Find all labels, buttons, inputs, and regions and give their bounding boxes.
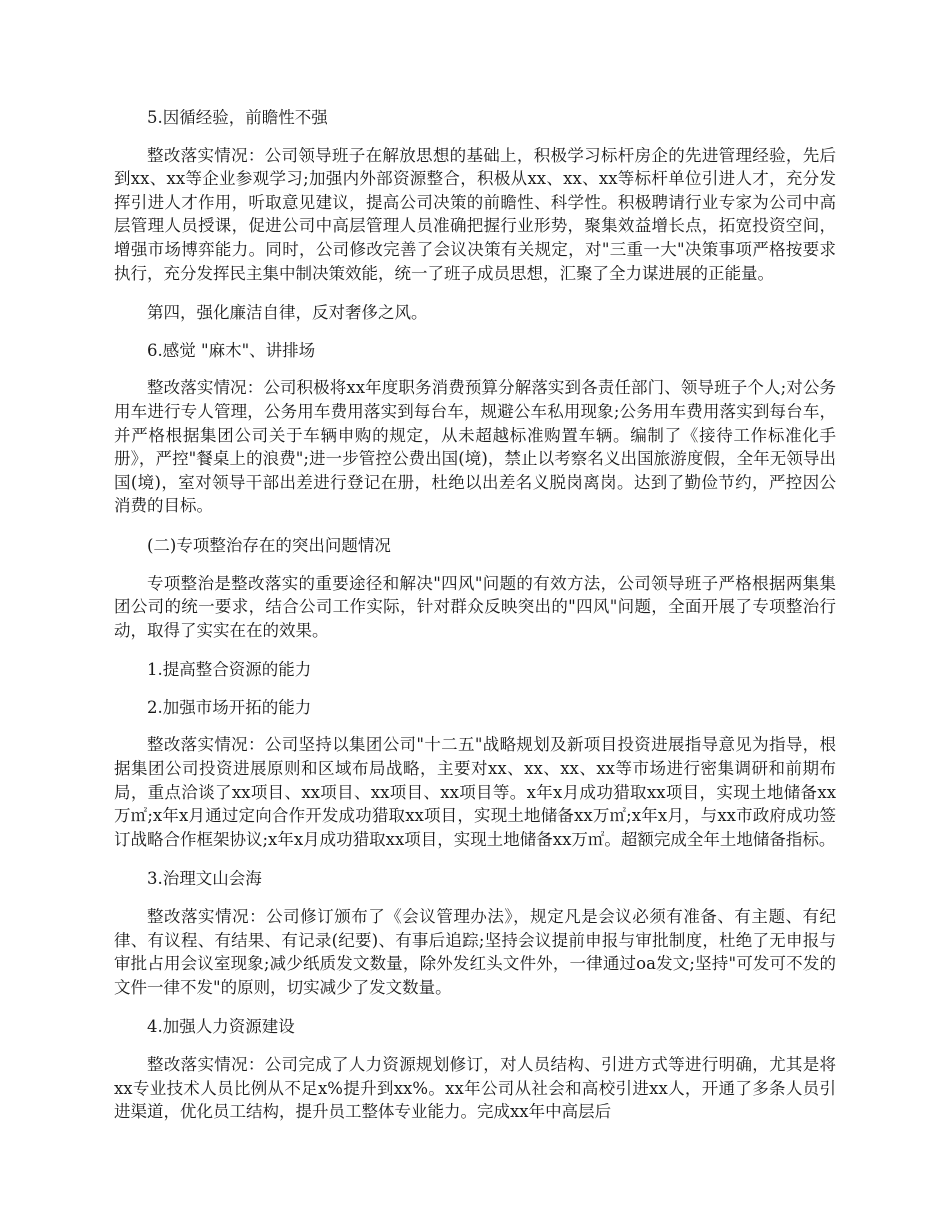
section-heading: 6.感觉 "麻木"、讲排场 (147, 340, 316, 360)
section-heading: 4.加强人力资源建设 (147, 1017, 295, 1037)
paragraph: 专项整治是整改落实的重要途径和解决"四风"问题的有效方法，公司领导班子严格根据两集集团公司的统一要求，结合公司工作实际，针对群众反映突出的"四风"问题，全面开展了专项整治行动，取得了实实在在的效果。 (114, 573, 836, 640)
paragraph: 整改落实情况：公司积极将xx年度职务消费预算分解落实到各责任部门、领导班子个人;对公务用车进行专人管理，公务用车费用落实到每台车，规避公车私用现象;公务用车费用落实到每台车，并严格根据集团公司关于车辆申购的规定，从未超越标准购置车辆。编制了《接待工作标准化手册》，严控"餐桌上的浪费";进一步管控公费出国(境)，禁止以考察名义出国旅游度假，全年无领导出国(境)，室对领导干部出差进行登记在册，杜绝以出差名义脱岗离岗。达到了勤俭节约，严控因公消费的目标。 (114, 378, 836, 516)
section-heading: 第四，强化廉洁自律，反对奢侈之风。 (147, 303, 428, 323)
section-heading: 5.因循经验，前瞻性不强 (147, 108, 328, 127)
paragraph: 整改落实情况：公司完成了人力资源规划修订，对人员结构、引进方式等进行明确，尤其是将xx专业技术人员比例从不足x%提升到xx%。xx年公司从社会和高校引进xx人，开通了多条人员引进渠道，优化员工结构，提升员工整体专业能力。完成xx年中高层后 (114, 1055, 836, 1122)
section-heading: 1.提高整合资源的能力 (147, 660, 312, 680)
section-heading: (二)专项整治存在的突出问题情况 (147, 535, 391, 555)
paragraph: 整改落实情况：公司领导班子在解放思想的基础上，积极学习标杆房企的先进管理经验，先后到xx、xx等企业参观学习;加强内外部资源整合，积极从xx、xx、xx等标杆单位引进人才，充分发挥引进人才作用，听取意见建议，提高公司决策的前瞻性、科学性。积极聘请行业专家为公司中高层管理人员授课，促进公司中高层管理人员准确把握行业形势，聚集效益增长点，拓宽投资空间，增强市场博弈能力。同时，公司修改完善了会议决策有关规定，对"三重一大"决策事项严格按要求执行，充分发挥民主集中制决策效能，统一了班子成员思想，汇聚了全力谋进展的正能量。 (114, 145, 836, 283)
paragraph: 整改落实情况：公司坚持以集团公司"十二五"战略规划及新项目投资进展指导意见为指导，根据集团公司投资进展原则和区域布局战略，主要对xx、xx、xx、xx等市场进行密集调研和前期布局，重点洽谈了xx项目、xx项目、xx项目、xx项目等。x年x月成功猎取xx项目，实现土地储备xx万㎡;x年x月通过定向合作开发成功猎取xx项目，实现土地储备xx万㎡;x年x月，与xx市政府成功签订战略合作框架协议;x年x月成功猎取xx项目，实现土地储备xx万㎡。超额完成全年土地储备指标。 (114, 735, 836, 849)
document-page (114, 106, 836, 1140)
paragraph: 整改落实情况：公司修订颁布了《会议管理办法》，规定凡是会议必须有准备、有主题、有纪律、有议程、有结果、有记录(纪要)、有事后追踪;坚持会议提前申报与审批制度，杜绝了无申报与审批占用会议室现象;减少纸质发文数量，除外发红头文件外，一律通过oa发文;坚持"可发可不发的文件一律不发"的原则，切实减少了发文数量。 (114, 907, 836, 997)
section-heading: 3.治理文山会海 (147, 869, 262, 889)
section-heading: 2.加强市场开拓的能力 (147, 697, 312, 717)
